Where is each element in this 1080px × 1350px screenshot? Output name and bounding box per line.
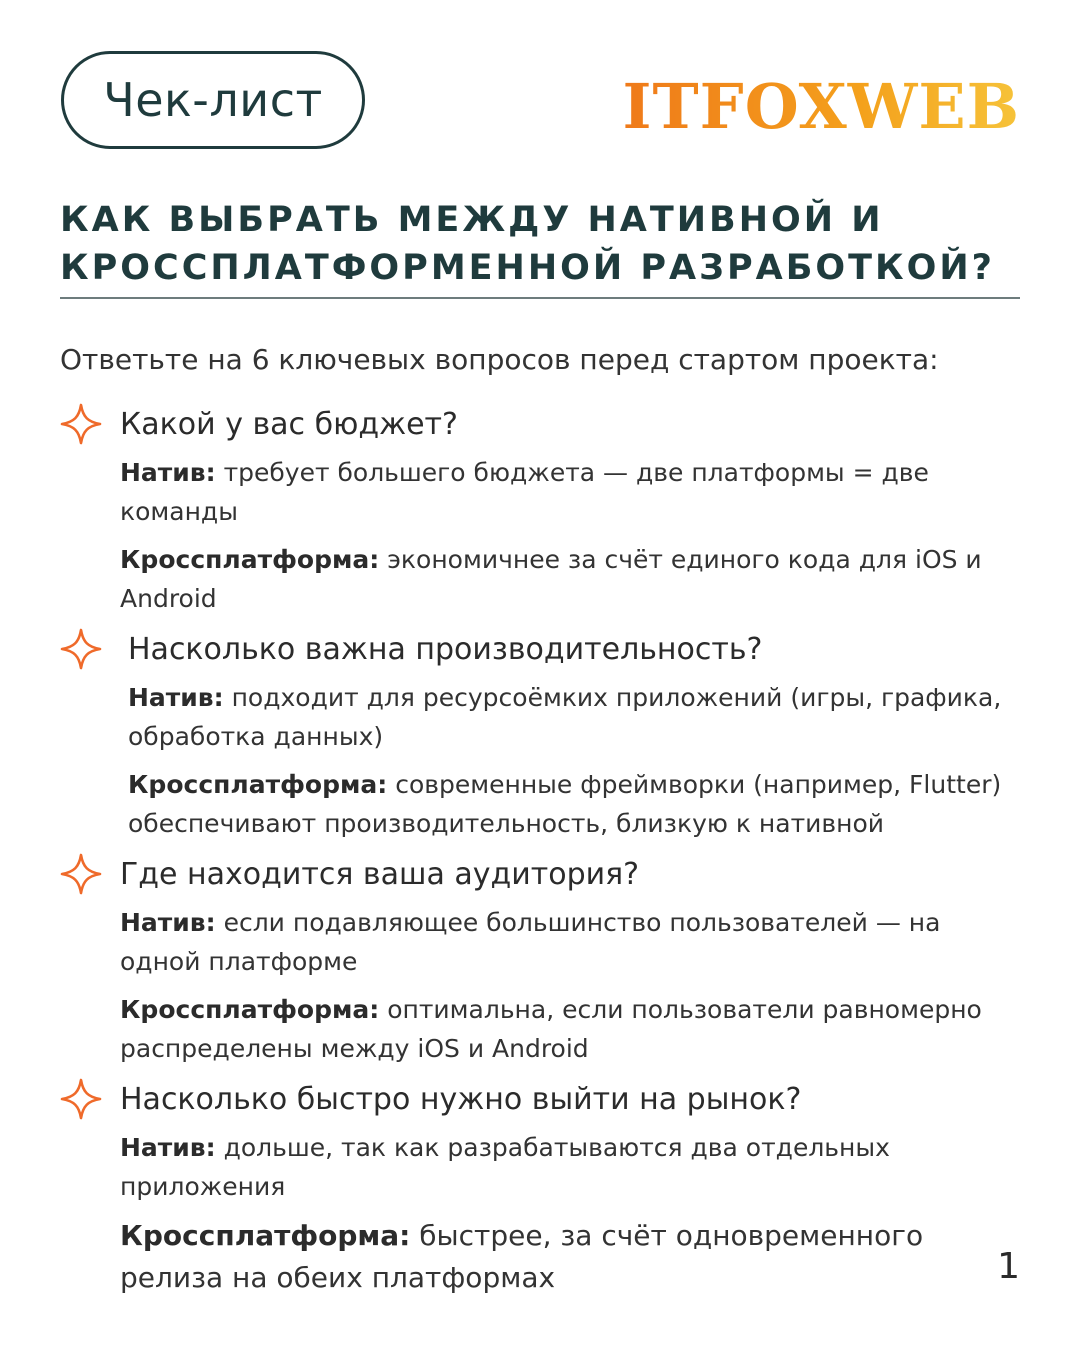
question-text: Насколько важна производительность? [128, 631, 763, 667]
brand-logo: ITFOXWEB [622, 70, 1020, 143]
cross-answer [128, 765, 1040, 843]
cross-answer [120, 1215, 980, 1299]
title-divider [60, 297, 1020, 299]
cross-label: Кроссплатформа: [120, 995, 380, 1024]
question-text: Какой у вас бюджет? [120, 406, 458, 442]
native-text: требует большего бюджета — две платформы = две команды [120, 458, 929, 526]
native-text: если подавляющее большинство пользователей — на одной платформе [120, 908, 941, 976]
page-number: 1 [997, 1246, 1020, 1287]
question-text: Насколько быстро нужно выйти на рынок? [120, 1081, 802, 1117]
native-answer [120, 1128, 950, 1206]
cross-label: Кроссплатформа: [120, 1219, 411, 1252]
question-block [60, 629, 1040, 843]
native-label: Натив: [120, 1133, 216, 1162]
sparkle-star-icon [60, 628, 102, 670]
checklist-badge: Чек-лист [61, 51, 365, 149]
native-label: Натив: [128, 683, 224, 712]
question-block [60, 404, 1040, 618]
cross-answer [120, 990, 1020, 1068]
native-answer [128, 678, 1028, 756]
native-answer [120, 903, 980, 981]
native-text: подходит для ресурсоёмких приложений (игры, графика, обработка данных) [128, 683, 1002, 751]
native-label: Натив: [120, 908, 216, 937]
cross-text: экономичнее за счёт единого кода для iOS и Android [120, 545, 982, 613]
native-label: Натив: [120, 458, 216, 487]
question-block [60, 854, 1040, 1068]
cross-label: Кроссплатформа: [128, 770, 388, 799]
intro-text: Ответьте на 6 ключевых вопросов перед стартом проекта: [60, 343, 939, 376]
cross-text: быстрее, за счёт одновременного релиза на обеих платформах [120, 1219, 924, 1294]
cross-answer [120, 540, 1020, 618]
cross-text: оптимальна, если пользователи равномерно распределены между iOS и Android [120, 995, 982, 1063]
sparkle-star-icon [60, 853, 102, 895]
question-text: Где находится ваша аудитория? [120, 856, 640, 892]
sparkle-star-icon [60, 403, 102, 445]
native-text: дольше, так как разрабатываются два отдельных приложения [120, 1133, 890, 1201]
question-block [60, 1079, 1040, 1299]
cross-label: Кроссплатформа: [120, 545, 380, 574]
sparkle-star-icon [60, 1078, 102, 1120]
cross-text: современные фреймворки (например, Flutter) обеспечивают производительность, близкую к нативной [128, 770, 1002, 838]
native-answer [120, 453, 1020, 531]
page-title: КАК ВЫБРАТЬ МЕЖДУ НАТИВНОЙ И КРОССПЛАТФОРМЕННОЙ РАЗРАБОТКОЙ? [60, 200, 995, 288]
